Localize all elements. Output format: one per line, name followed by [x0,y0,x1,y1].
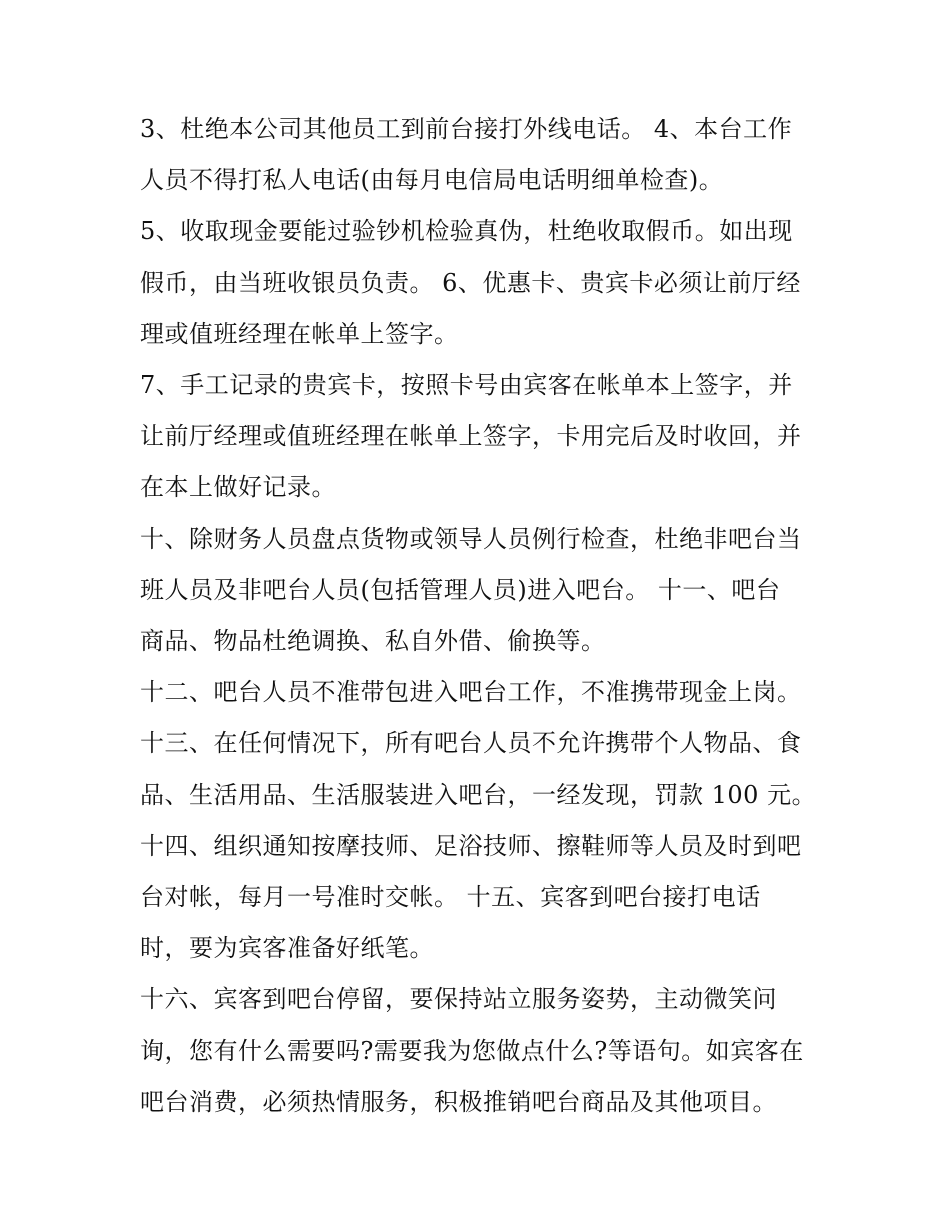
paragraph-rule-3-4 [140,104,820,206]
paragraph-rule-13 [140,718,820,820]
text-line: 理或值班经理在帐单上签字。 [140,319,459,348]
text-line: 台对帐，每月一号准时交帐。 十五、宾客到吧台接打电话 [140,883,761,912]
paragraph-rule-5-6 [140,206,820,360]
text-line: 人员不得打私人电话(由每月电信局电话明细单检查)。 [140,166,724,195]
paragraph-rule-7 [140,360,820,514]
text-line: 假币，由当班收银员负责。 6、优惠卡、贵宾卡必须让前厅经 [140,268,801,297]
text-line: 十六、宾客到吧台停留，要保持站立服务姿势，主动微笑问 [140,985,777,1014]
document-page [140,104,820,1128]
paragraph-rule-10-11 [140,514,820,668]
text-line: 让前厅经理或值班经理在帐单上签字，卡用完后及时收回，并 [140,422,802,451]
text-line: 3、杜绝本公司其他员工到前台接打外线电话。 4、本台工作 [140,115,793,143]
text-line: 吧台消费，必须热情服务，积极推销吧台商品及其他项目。 [140,1087,777,1116]
text-line: 十三、在任何情况下，所有吧台人员不允许携带个人物品、食 [140,729,802,758]
text-line: 5、收取现金要能过验钞机检验真伪，杜绝收取假币。如出现 [140,217,793,246]
text-line: 在本上做好记录。 [140,473,336,502]
text-line: 十二、吧台人员不准带包进入吧台工作，不准携带现金上岗。 [140,678,802,707]
text-line: 时，要为宾客准备好纸笔。 [140,934,434,963]
text-line: 询，您有什么需要吗?需要我为您做点什么?等语句。如宾客在 [140,1036,804,1065]
paragraph-rule-16 [140,974,820,1128]
paragraph-rule-14-15 [140,821,820,975]
paragraph-rule-12 [140,667,820,718]
text-line: 十、除财务人员盘点货物或领导人员例行检查，杜绝非吧台当 [140,524,802,553]
text-line: 十四、组织通知按摩技师、足浴技师、擦鞋师等人员及时到吧 [140,831,802,860]
text-line: 7、手工记录的贵宾卡，按照卡号由宾客在帐单本上签字，并 [140,371,793,400]
text-line: 商品、物品杜绝调换、私自外借、偷换等。 [140,627,606,656]
text-line: 品、生活用品、生活服装进入吧台，一经发现，罚款 100 元。 [140,780,817,809]
text-line: 班人员及非吧台人员(包括管理人员)进入吧台。 十一、吧台 [140,575,781,604]
